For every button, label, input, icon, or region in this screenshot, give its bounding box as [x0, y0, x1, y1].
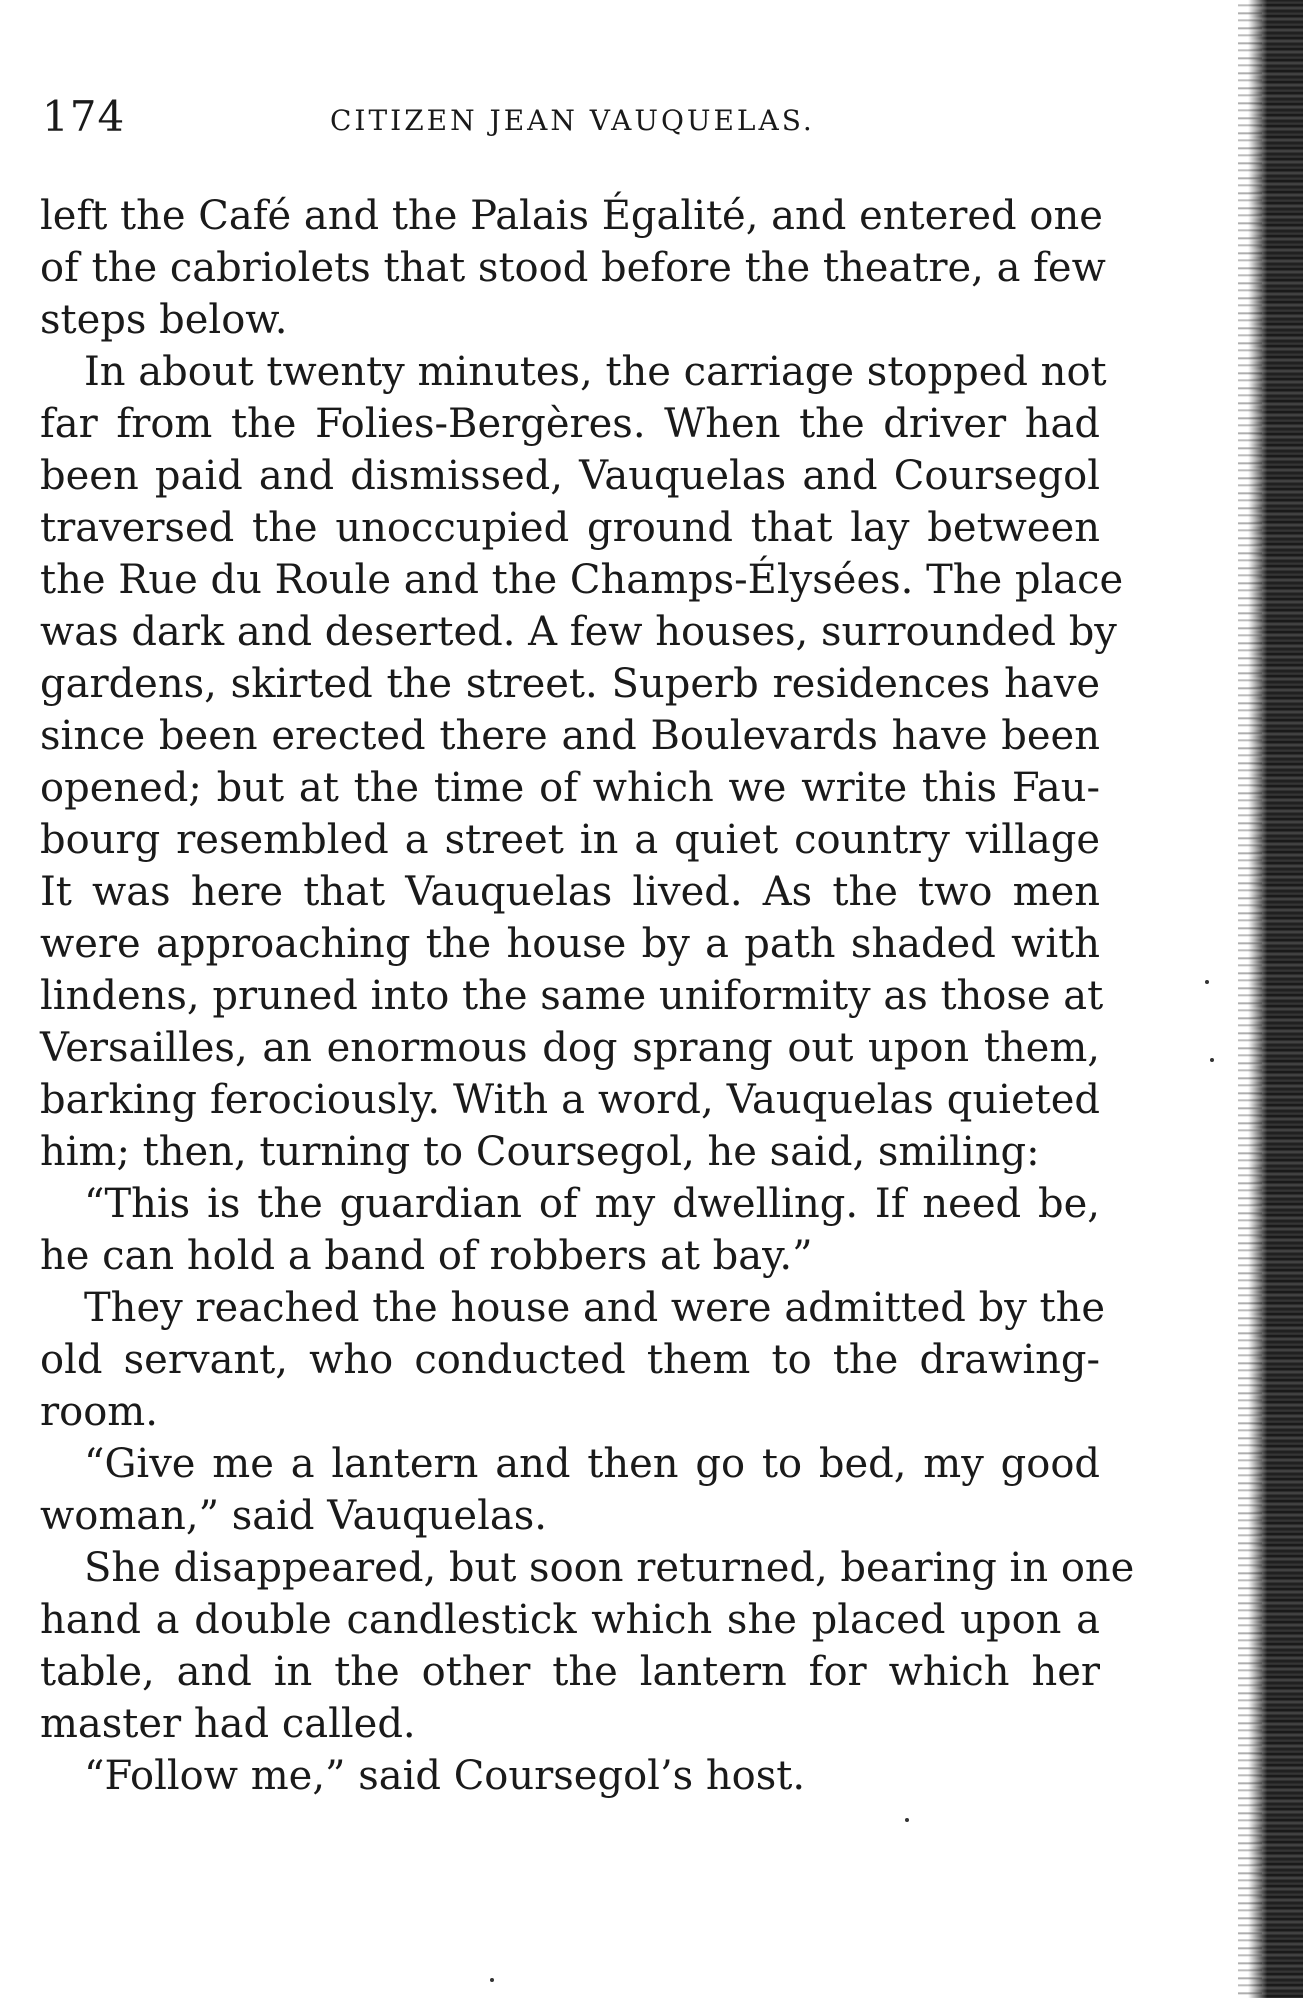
ink-speck — [490, 1978, 494, 1982]
page-header — [42, 92, 1102, 152]
text-line: him; then, turning to Coursegol, he said, smiling: — [40, 1129, 1040, 1175]
text-line: She disappeared, but soon returned, bearing in one — [84, 1545, 1135, 1591]
text-line: was dark and deserted. A few houses, surrounded by — [40, 609, 1117, 655]
book-spine-edge — [1248, 0, 1303, 1998]
running-head: CITIZEN JEAN VAUQUELAS. — [330, 104, 815, 137]
text-line: steps below. — [40, 297, 288, 343]
text-line: were approaching the house by a path shaded with — [40, 921, 1100, 967]
text-line: They reached the house and were admitted by the — [84, 1285, 1106, 1331]
text-line: he can hold a band of robbers at bay.” — [40, 1233, 813, 1279]
body-text — [40, 190, 1135, 1802]
text-line: far from the Folies-Bergères. When the driver had — [40, 401, 1100, 447]
text-line: opened; but at the time of which we write this Fau- — [40, 765, 1100, 811]
text-line: hand a double candlestick which she placed upon a — [40, 1597, 1100, 1643]
text-line: woman,” said Vauquelas. — [40, 1493, 547, 1539]
text-line: Versailles, an enormous dog sprang out upon them, — [40, 1025, 1100, 1071]
text-line: gardens, skirted the street. Superb residences have — [40, 661, 1100, 707]
text-line: left the Café and the Palais Égalité, and entered one — [40, 193, 1103, 239]
text-line: traversed the unoccupied ground that lay between — [40, 505, 1100, 551]
text-line: bourg resembled a street in a quiet country village — [40, 817, 1100, 863]
text-line: “Follow me,” said Coursegol’s host. — [84, 1753, 806, 1799]
page-number: 174 — [42, 92, 126, 141]
text-line: since been erected there and Boulevards have been — [40, 713, 1100, 759]
text-line: room. — [40, 1389, 158, 1435]
text-line: In about twenty minutes, the carriage stopped not — [84, 349, 1107, 395]
text-line: master had called. — [40, 1701, 416, 1747]
text-line: table, and in the other the lantern for which her — [40, 1649, 1100, 1695]
text-line: “This is the guardian of my dwelling. If need be, — [84, 1181, 1100, 1227]
text-line: It was here that Vauquelas lived. As the two men — [40, 869, 1100, 915]
text-line: the Rue du Roule and the Champs-Élysées. The place — [40, 557, 1124, 603]
ink-speck — [905, 1818, 909, 1822]
text-line: “Give me a lantern and then go to bed, my good — [84, 1441, 1100, 1487]
text-line: barking ferociously. With a word, Vauquelas quieted — [40, 1077, 1100, 1123]
ink-speck — [1205, 980, 1209, 984]
text-line: of the cabriolets that stood before the theatre, a few — [40, 245, 1106, 291]
text-line: old servant, who conducted them to the drawing- — [40, 1337, 1100, 1383]
text-line: lindens, pruned into the same uniformity as those at — [40, 973, 1104, 1019]
ink-speck — [1210, 1058, 1214, 1062]
text-line: been paid and dismissed, Vauquelas and Coursegol — [40, 453, 1100, 499]
